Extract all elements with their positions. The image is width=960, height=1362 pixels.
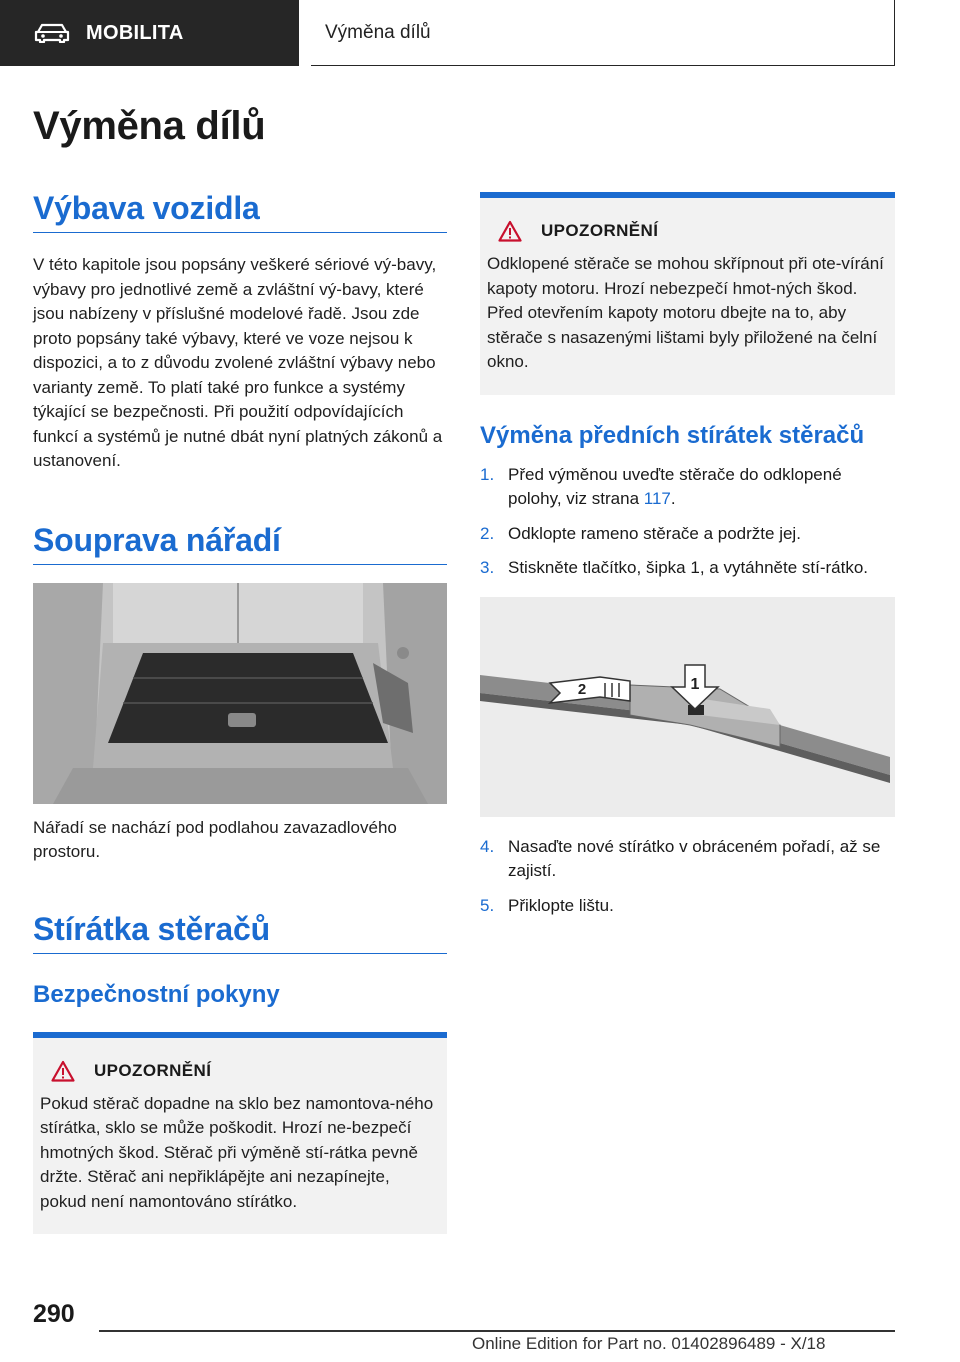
step-text: Nasaďte nové stírátko v obráceném pořadí, až se zajistí. — [508, 836, 881, 880]
tab-vymena-dilu[interactable] — [311, 0, 895, 66]
photo-caption: Nářadí se nachází pod podlahou zavazadlového prostoru. — [33, 817, 397, 861]
section-title-vybava: Výbava vozidla — [33, 190, 447, 233]
tab-mobilita-label: MOBILITA — [86, 21, 184, 44]
step-text: Odklopte rameno stěrače a podržte jej. — [508, 523, 801, 543]
warning-box-right — [480, 192, 895, 395]
left-column — [33, 190, 447, 1234]
trunk-photo — [33, 583, 447, 804]
step-number: 1. — [480, 464, 495, 484]
step-text: Před výměnou uveďte stěrače do odklopené polohy, viz strana 117. — [508, 464, 842, 508]
tab-mobilita[interactable] — [0, 0, 299, 66]
step-number: 4. — [480, 836, 495, 856]
arrow-label-2: 2 — [577, 680, 587, 698]
step-number: 5. — [480, 895, 495, 915]
steps-list-a — [480, 463, 895, 581]
step-number: 3. — [480, 558, 495, 577]
list-item — [480, 522, 895, 547]
footer-divider — [99, 1330, 895, 1332]
warning-header — [487, 220, 885, 242]
trunk-illustration — [33, 583, 447, 804]
page-title: Výměna dílů — [33, 104, 266, 148]
step-text: Stiskněte tlačítko, šipka 1, a vytáhněte stí-rátko. — [508, 558, 869, 577]
page-number: 290 — [33, 1300, 75, 1328]
warning-box-left — [33, 1032, 447, 1235]
section-title-souprava: Souprava nářadí — [33, 522, 447, 565]
car-icon — [34, 23, 70, 43]
warning-header — [40, 1060, 437, 1082]
header-tabbar — [0, 0, 960, 66]
list-item — [480, 463, 895, 512]
wiper-illustration — [480, 597, 895, 817]
page-link-117[interactable]: 117 — [643, 489, 671, 508]
warning-label: UPOZORNĚNÍ — [94, 1060, 212, 1080]
steps-list-b — [480, 835, 895, 919]
section-title-stiratka: Stírátka stěračů — [33, 911, 447, 954]
list-item — [480, 556, 895, 581]
section-title-vymena-stiratek: Výměna předních stírátek stěračů — [480, 421, 865, 449]
warning-triangle-icon — [51, 1060, 75, 1082]
subsection-title-bezpecnost: Bezpečnostní pokyny — [33, 980, 280, 1008]
right-column — [480, 192, 895, 928]
footer-edition: Online Edition for Part no. 01402896489 - X/18 — [472, 1334, 826, 1353]
warning-text: Pokud stěrač dopadne na sklo bez namontova-ného stírátka, sklo se může poškodit. Hrozí ne-bezpečí hmotných škod. Stěrač při výměně stí-rátka pevně držte. Stěrač ani nepřiklápějte ani nezapínejte, pokud není namontováno stírátko. — [40, 1093, 434, 1211]
step-number: 2. — [480, 523, 495, 543]
list-item — [480, 835, 895, 884]
wiper-figure — [480, 597, 895, 817]
warning-text: Odklopené stěrače se mohou skřípnout při ote-vírání kapoty motoru. Hrozí nebezpečí hmot-ných škod. Před otevřením kapoty motoru dbejte na to, aby stěrače s nasazenými lištami byly přiložené na čelní okno. — [487, 254, 884, 371]
tab-vymena-dilu-label: Výměna dílů — [325, 21, 431, 43]
arrow-label-1: 1 — [690, 675, 700, 693]
section-text-vybava: V této kapitole jsou popsány veškeré sériové vý-bavy, výbavy pro jednotlivé země a zvláštní vý-bavy, které jsou nabízeny v příslušné modelové řadě. Jsou zde proto popsány také výbavy, které ve voze nejsou k dispozici, a to z důvodu zvolené zvláštní výbavy nebo varianty země. To platí také pro funkce a systémy týkající se bezpečnosti. Při použití odpovídajících funkcí a systémů je nutné dbát nyní platných zákonů a ustanovení. — [33, 255, 443, 470]
warning-label: UPOZORNĚNÍ — [541, 221, 659, 240]
list-item — [480, 894, 895, 919]
warning-triangle-icon — [498, 220, 522, 242]
step-text: Přiklopte lištu. — [508, 895, 614, 915]
